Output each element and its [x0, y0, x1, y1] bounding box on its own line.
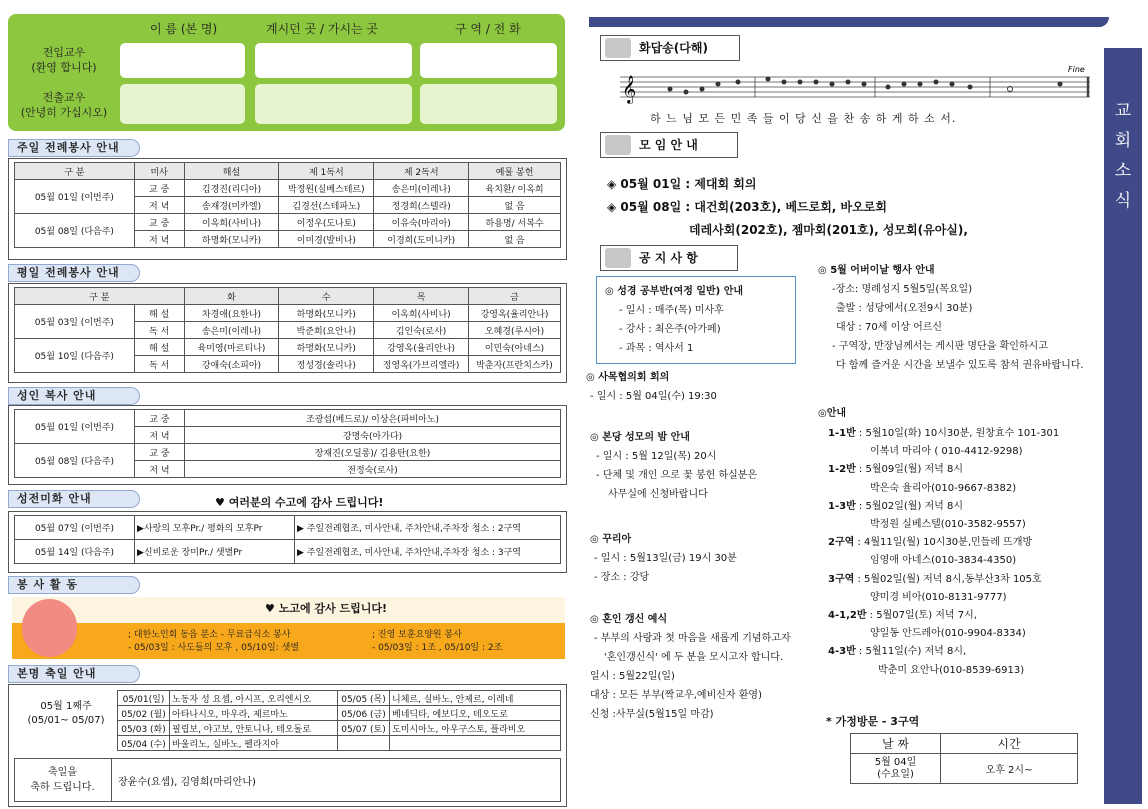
role-cell: 독 서	[134, 356, 184, 373]
guide-sub: 박은숙 율리아(010-9667-8382)	[870, 482, 1017, 494]
elder-title: ◎ 5월 어버이날 행사 안내	[818, 265, 935, 276]
service-left-line2: - 05/03일 : 사도들의 모후 , 05/10일: 샛별	[128, 643, 300, 653]
sidebar-char: 교	[1114, 101, 1132, 121]
guide-item	[828, 571, 1103, 589]
guide-key: 1-3반	[828, 500, 856, 512]
date-cell: 05월 10일 (다음주)	[15, 339, 135, 373]
guide-title: ◎안내	[818, 408, 847, 419]
cell: 정경희(스텔라)	[374, 197, 469, 214]
night-l3: 사무실에 신청바랍니다	[608, 489, 708, 500]
cell: 강영옥(율리안나)	[374, 339, 469, 356]
note-icon	[605, 248, 631, 268]
role-cell: 독 서	[134, 322, 184, 339]
volunteer-illustration	[22, 599, 77, 657]
adult-table	[14, 409, 561, 478]
mass-cell: 저 녁	[134, 231, 184, 248]
wedding-l3: 일시 : 5월22일(일)	[590, 671, 675, 682]
notice-title-box	[600, 245, 738, 271]
guide-sub: 이복녀 마리아 ( 010-4412-9298)	[870, 446, 1023, 458]
cell: 전정숙(로사)	[185, 461, 561, 478]
transfer-out-sub: (안녕히 가십시오)	[20, 106, 108, 119]
meeting-line1: ◈ 05월 01일 : 제대회 회의	[607, 177, 757, 191]
hdr: 예물 봉헌	[469, 163, 561, 180]
visit-title: * 가정방문 - 3구역	[826, 715, 920, 728]
wedding-l4: 대상 : 모든 부부(짝교우,예비신자 환영)	[590, 690, 762, 701]
cell: 강애숙(소피아)	[184, 356, 279, 373]
cell: 이유숙(마리아)	[374, 214, 469, 231]
feast-date: 05/07 (토)	[338, 721, 390, 736]
hdr: 구 분	[15, 288, 185, 305]
guide-sub: 임영애 아네스(010-3834-4350)	[870, 555, 1017, 567]
visit-date1: 5월 04일	[874, 756, 917, 768]
cell: 송은미(이레나)	[184, 322, 279, 339]
hdr: 목	[374, 288, 469, 305]
guide-key: 4-1,2반	[828, 610, 867, 622]
feast-names: 베네딕타, 에보디오, 테오도로	[390, 706, 561, 721]
feast-range: (05/01~ 05/07)	[27, 715, 105, 726]
cell: 조광섭(베드로)/ 이상은(파비아노)	[185, 410, 561, 427]
meeting-title: 모 임 안 내	[639, 138, 698, 152]
cell: 김경선(스테파노)	[279, 197, 374, 214]
cell: 오혜경(루시아)	[469, 322, 561, 339]
council-l1: - 일시 : 5월 04일(수) 19:30	[590, 391, 717, 402]
cell: 하명화(모니카)	[279, 339, 374, 356]
cell: ▶ 주일전례협조, 미사안내, 주차안내,주차장 청소 : 3구역	[295, 540, 561, 564]
hymn-score	[620, 62, 1100, 107]
meeting-line2: ◈ 05월 08일 : 대건회(203호), 베드로회, 바오로회	[607, 200, 887, 214]
congrats-line2: 축하 드립니다.	[30, 782, 95, 793]
cell: 송은미(이레나)	[374, 180, 469, 197]
cell: 정성경(솔리나)	[279, 356, 374, 373]
beauty-section-title: 성전미화 안내	[8, 490, 140, 508]
mass-cell: 교 중	[134, 180, 184, 197]
hdr: 해설	[184, 163, 279, 180]
area-in-field	[420, 43, 557, 78]
mass-cell: 교 중	[135, 444, 185, 461]
sidebar-char: 회	[1114, 131, 1132, 151]
night-l2: - 단체 및 개인 으로 꽃 봉헌 하실분은	[596, 470, 758, 481]
cell: 송재경(미카엘)	[184, 197, 279, 214]
cell: 이미경(발비나)	[279, 231, 374, 248]
elder-l1: -장소: 명례성지 5월5일(목요일)	[832, 284, 973, 295]
guide-key: 1-1반	[828, 428, 856, 439]
meeting-line3: 데레사회(202호), 젬마회(201호), 성모회(유아실),	[689, 223, 968, 237]
feast-week: 05월 1째주	[40, 701, 92, 712]
feast-names: 바울리노, 실바노, 펠라지아	[170, 736, 338, 751]
hymn-lyrics: 하 느 님 모 든 민 족 들 이 당 신 을 찬 송 하 게 하 소 서.	[650, 112, 957, 125]
bible-l2: - 강사 : 최은주(아가페)	[619, 324, 721, 335]
bible-study-box	[596, 276, 796, 364]
service-right-line1: ; 진영 보훈요양원 봉사	[372, 630, 462, 640]
cell: 김인숙(로사)	[374, 322, 469, 339]
guide-val: : 5월02일(월) 저녁 8시	[858, 500, 964, 512]
guide-sub: 박춘미 요안나(010-8539-6913)	[878, 664, 1025, 676]
guide-item	[828, 643, 1103, 661]
cell: 이정우(도나토)	[279, 214, 374, 231]
cell: 강명숙(아가다)	[185, 427, 561, 444]
sidebar-char: 식	[1114, 191, 1132, 211]
hdr: 미사	[134, 163, 184, 180]
cell: 박정원(실베스테르)	[279, 180, 374, 197]
transfer-in-sub: (환영 합니다)	[31, 61, 97, 74]
cell: 박춘자(프란치스카)	[469, 356, 561, 373]
guide-key: 2구역	[828, 537, 855, 549]
heart-icon: ♥	[265, 602, 279, 615]
guide-val: : 5월09일(월) 저녁 8시	[858, 464, 964, 476]
cell: 하용명/ 서복수	[469, 214, 561, 231]
wedding-l1: - 부부의 사랑과 첫 마음을 새롭게 기념하고자	[594, 633, 791, 644]
elder-l5: 다 함께 즐거운 시간을 보낼수 있도록 참석 권유바랍니다.	[836, 360, 1084, 371]
mass-cell: 저 녁	[134, 197, 184, 214]
heart-icon: ♥	[215, 496, 229, 509]
visit-date2: (수요일)	[877, 768, 914, 780]
visitor-col-place: 계시던 곳 / 가시는 곳	[266, 22, 379, 36]
congrats-line1: 축일을	[48, 767, 77, 778]
guide-key: 1-2반	[828, 464, 856, 476]
date-cell: 05월 03일 (이번주)	[15, 305, 135, 339]
guide-item	[828, 534, 1103, 552]
guide-key: 4-3반	[828, 646, 856, 658]
guide-val: : 4월11일(월) 10시30분,민들레 뜨개방	[857, 537, 1033, 549]
guide-sub: 양일동 안드레아(010-9904-8334)	[870, 628, 1026, 640]
mass-cell: 교 중	[135, 410, 185, 427]
date-cell: 05월 07일 (이번주)	[15, 516, 135, 540]
guide-val: : 5월11일(수) 저녁 8시,	[858, 646, 967, 658]
elder-l2: 출발 : 성당에서(오전9시 30분)	[836, 303, 973, 314]
date-cell: 05월 08일 (다음주)	[15, 444, 135, 478]
service-section-title: 봉 사 활 동	[8, 576, 140, 594]
cell: ▶신비로운 장미Pr./ 샛별Pr	[135, 540, 295, 564]
name-in-field	[120, 43, 245, 78]
visitor-col-area: 구 역 / 전 화	[455, 22, 521, 36]
weekday-section-title: 평일 전례봉사 안내	[8, 264, 140, 282]
adult-section-title: 성인 복사 안내	[8, 387, 140, 405]
guide-key: 3구역	[828, 573, 855, 585]
hdr: 화	[184, 288, 279, 305]
visit-hdr-time: 시간	[941, 734, 1078, 754]
meeting-title-box	[600, 132, 738, 158]
header-bar	[589, 17, 1089, 27]
role-cell: 해 설	[134, 305, 184, 322]
elder-l4: - 구역장, 반장님께서는 게시판 명단을 확인하시고	[832, 341, 1048, 352]
cell: ▶사랑의 모후Pr./ 평화의 모후Pr	[135, 516, 295, 540]
service-thanks-text: 노고에 감사 드립니다!	[278, 602, 388, 615]
elder-l3: 대상 : 70세 이상 어르신	[836, 322, 943, 333]
hymn-fine: Fine	[1068, 65, 1085, 74]
feast-table	[117, 690, 561, 751]
mass-cell: 저 녁	[135, 461, 185, 478]
cell: 하명화(모니카)	[184, 231, 279, 248]
sidebar-char: 소	[1114, 161, 1132, 181]
feast-date: 05/04 (수)	[118, 736, 170, 751]
feast-date	[338, 736, 390, 751]
visit-hdr-date: 날 짜	[851, 734, 941, 754]
kkuri-l2: - 장소 : 강당	[594, 572, 650, 583]
cell: 없 음	[469, 231, 561, 248]
wedding-title: ◎ 혼인 갱신 예식	[590, 614, 668, 625]
role-cell: 해 설	[134, 339, 184, 356]
night-l1: - 일시 : 5월 12일(목) 20시	[596, 451, 717, 462]
svg-text:𝄞: 𝄞	[622, 75, 637, 103]
cell: 박준희(요안나)	[279, 322, 374, 339]
cell: 하명화(모니카)	[279, 305, 374, 322]
feast-date: 05/02 (월)	[118, 706, 170, 721]
beauty-thanks-text: 여러분의 수고에 감사 드립니다!	[228, 496, 384, 509]
sunday-table	[14, 162, 561, 248]
hdr: 제 2독서	[374, 163, 469, 180]
service-right-line2: - 05/03일 : 1조 , 05/10일 : 2조	[372, 643, 503, 653]
visitor-col-name: 이 름 (본 명)	[150, 22, 218, 36]
night-title: ◎ 본당 성모의 밤 안내	[590, 432, 690, 443]
mass-cell: 교 중	[134, 214, 184, 231]
guide-item	[828, 425, 1103, 443]
mass-cell: 저 녁	[135, 427, 185, 444]
notice-title: 공 지 사 항	[639, 251, 698, 265]
feast-date: 05/06 (금)	[338, 706, 390, 721]
guide-val: : 5월07일(토) 저녁 7시,	[869, 610, 977, 622]
cell: 육미영(마르티나)	[184, 339, 279, 356]
date-cell: 05월 08일 (다음주)	[15, 214, 135, 248]
cell: 이옥희(사비나)	[184, 214, 279, 231]
area-out-field	[420, 84, 557, 124]
hdr: 수	[279, 288, 374, 305]
note-icon	[605, 135, 631, 155]
cell: 이민숙(아네스)	[469, 339, 561, 356]
bible-l1: - 일시 : 매주(목) 미사후	[619, 305, 724, 316]
hdr: 구 분	[15, 163, 135, 180]
note-icon	[605, 38, 631, 58]
service-left-line1: ; 대한노인회 동읍 분소 - 무료급식소 봉사	[128, 630, 291, 640]
church-news-sidebar	[1104, 48, 1142, 804]
feast-section-title: 본명 축일 안내	[8, 665, 140, 683]
feast-names: 니체르, 실바노, 안제르, 이레네	[390, 691, 561, 706]
feast-names: 노동자 성 요셉, 아시프, 오리엔시오	[170, 691, 338, 706]
cell: 이경희(도미니카)	[374, 231, 469, 248]
cell: 정영옥(가브리엘라)	[374, 356, 469, 373]
kkuri-title: ◎ 꾸리아	[590, 534, 632, 545]
guide-sub: 양미경 비아(010-8131-9777)	[870, 591, 1007, 603]
guide-sub: 박정원 실베스텔(010-3582-9557)	[870, 519, 1026, 531]
bible-title: ◎ 성경 공부반(여정 일반) 안내	[605, 286, 744, 297]
name-out-field	[120, 84, 245, 124]
guide-item	[828, 498, 1103, 516]
service-thanks	[265, 600, 387, 616]
visit-table	[850, 733, 1078, 784]
wedding-l5: 신청 :사무실(5월15일 마감)	[590, 709, 714, 720]
cell: 육치환/ 이옥희	[469, 180, 561, 197]
hymn-title: 화답송(다해)	[639, 41, 708, 55]
feast-date: 05/01(일)	[118, 691, 170, 706]
beauty-thanks	[215, 494, 383, 510]
bible-l3: - 과목 : 역사서 1	[619, 343, 694, 354]
transfer-out-label: 전출교우	[42, 91, 86, 104]
transfer-in-label: 전입교우	[42, 46, 86, 59]
cell: ▶ 주일전례협조, 미사안내, 주차안내,주차장 청소 : 2구역	[295, 516, 561, 540]
date-cell: 05월 01일 (이번주)	[15, 180, 135, 214]
cell: 장재진(오딜롱)/ 김용탄(요한)	[185, 444, 561, 461]
cell: 차경애(요한나)	[184, 305, 279, 322]
wedding-l2: '혼인갱신식' 에 두 분을 모시고자 합니다.	[604, 652, 784, 663]
beauty-table	[14, 515, 561, 564]
feast-date: 05/03 (화)	[118, 721, 170, 736]
guide-val: : 5월02일(월) 저녁 8시,동부산3차 105호	[857, 573, 1042, 585]
feast-names: 필립보, 야고보, 안토니나, 테오돌로	[170, 721, 338, 736]
guide-val: : 5월10일(화) 10시30분, 원창효수 101-301	[858, 428, 1060, 439]
feast-names: 도미시아노, 아우구스토, 플라비오	[390, 721, 561, 736]
kkuri-l1: - 일시 : 5월13일(금) 19시 30분	[594, 553, 737, 564]
cell: 김경진(리디아)	[184, 180, 279, 197]
visit-time: 오후 2시~	[941, 754, 1078, 784]
guide-item	[828, 461, 1103, 479]
cell: 없 음	[469, 197, 561, 214]
sunday-section-title: 주일 전례봉사 안내	[8, 139, 140, 157]
weekday-table	[14, 287, 561, 373]
feast-names	[390, 736, 561, 751]
header-curve	[1089, 17, 1109, 27]
feast-date: 05/05 (목)	[338, 691, 390, 706]
cell: 강영옥(율리안나)	[469, 305, 561, 322]
hdr: 금	[469, 288, 561, 305]
hdr: 제 1독서	[279, 163, 374, 180]
date-cell: 05월 01일 (이번주)	[15, 410, 135, 444]
feast-names: 아타나시오, 마우라, 제르마노	[170, 706, 338, 721]
place-out-field	[255, 84, 412, 124]
hymn-title-box	[600, 35, 740, 61]
place-in-field	[255, 43, 412, 78]
council-title: ◎ 사목협의회 회의	[586, 372, 670, 383]
congrats-names: 장윤수(요셉), 김영희(마리안나)	[118, 777, 256, 788]
guide-item	[828, 607, 1103, 625]
cell: 이옥희(사비나)	[374, 305, 469, 322]
date-cell: 05월 14일 (다음주)	[15, 540, 135, 564]
